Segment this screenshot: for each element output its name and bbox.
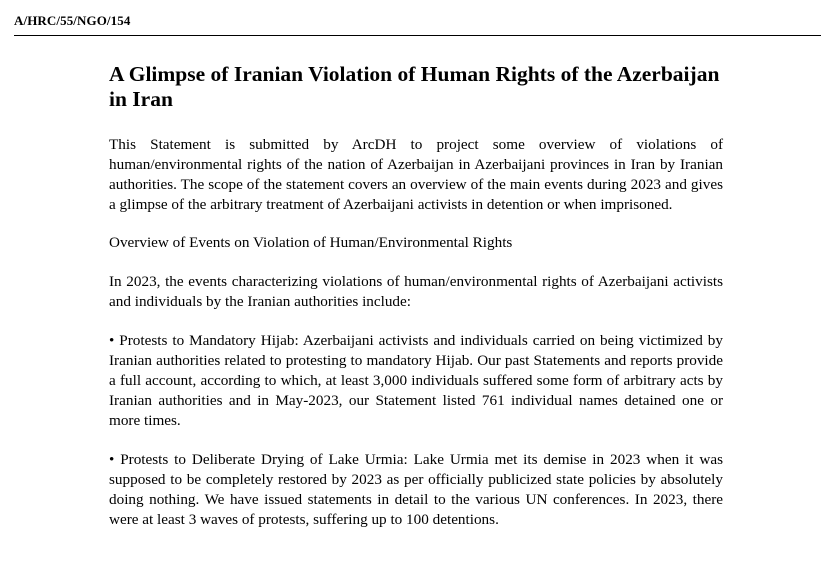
section-subheading: Overview of Events on Violation of Human/Environmental Rights xyxy=(109,234,513,251)
document-symbol: A/HRC/55/NGO/154 xyxy=(14,13,131,28)
lead-paragraph: In 2023, the events characterizing violations of human/environmental rights of Azerbaijani activists and individuals by the Iranian authorities include: xyxy=(109,273,723,310)
bullet-lake-urmia-protests: • Protests to Deliberate Drying of Lake Urmia: Lake Urmia met its demise in 2023 when it was supposed to be completely restored by 2023 as per officially publicized state policies by absolutely doing nothing. We have issued statements in detail to the various UN conferences. In 2023, there were at least 3 waves of protests, suffering up to 100 detentions. xyxy=(109,451,723,528)
document-title: A Glimpse of Iranian Violation of Human Rights of the Azerbaijan in Iran xyxy=(109,62,720,111)
document-body xyxy=(109,62,723,530)
bullet-hijab-protests: • Protests to Mandatory Hijab: Azerbaijani activists and individuals carried on being victimized by Iranian authorities related to protesting to mandatory Hijab. Our past Statements and reports provide a full account, according to which, at least 3,000 individuals suffered some form of arbitrary acts by Iranian authorities and in May-2023, our Statement listed 761 individual names detained one or more times. xyxy=(109,332,723,429)
intro-paragraph: This Statement is submitted by ArcDH to project some overview of violations of human/environmental rights of the nation of Azerbaijan in Azerbaijani provinces in Iran by Iranian authorities. The scope of the statement covers an overview of the main events during 2023 and gives a glimpse of the arbitrary treatment of Azerbaijani activists in detention or when imprisoned. xyxy=(109,136,723,213)
header-divider xyxy=(14,35,821,36)
